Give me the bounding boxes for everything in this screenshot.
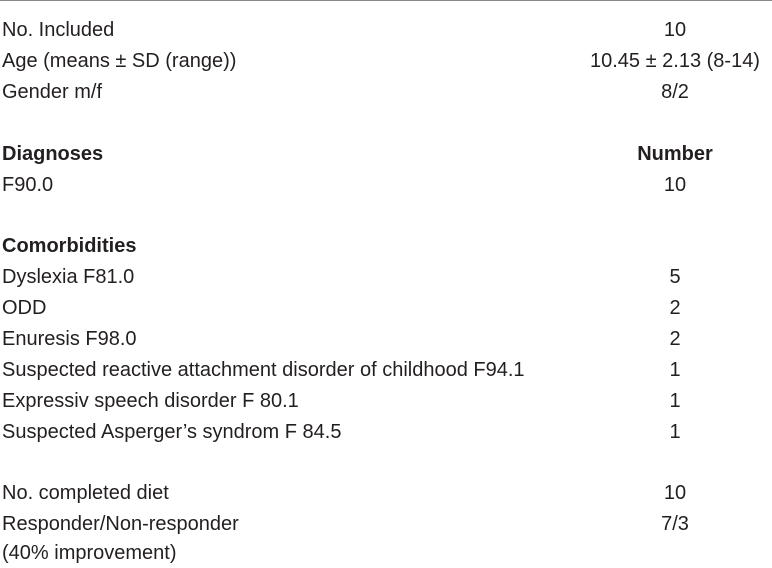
row-value: 2 (669, 328, 681, 350)
row-label: Responder/Non-responder (2, 513, 239, 535)
row-label: ODD (2, 297, 47, 319)
table-row (0, 417, 772, 447)
row-value: 8/2 (661, 81, 689, 103)
row-value: 10 (663, 482, 687, 504)
row-label: No. Included (2, 19, 115, 41)
table-row (0, 324, 772, 354)
row-value: 10 (663, 174, 687, 196)
table-row (0, 77, 772, 107)
row-label: Suspected reactive attachment disorder of childhood F94.1 (2, 359, 525, 381)
table-top-rule (0, 0, 772, 1)
row-label: (40% improvement) (2, 542, 177, 564)
row-value: 1 (669, 421, 681, 443)
row-label: Suspected Asperger’s syndrom F 84.5 (2, 421, 342, 443)
table-row (0, 538, 772, 568)
number-column-heading: Number (637, 143, 713, 165)
row-label: F90.0 (2, 174, 54, 196)
row-label: Expressiv speech disorder F 80.1 (2, 390, 299, 412)
comorbidities-header-row (0, 231, 772, 261)
table-row (0, 170, 772, 200)
row-label: Age (means ± SD (range)) (2, 50, 237, 72)
table-row (0, 355, 772, 385)
row-value: 7/3 (661, 513, 689, 535)
row-value: 1 (669, 390, 681, 412)
row-value: 5 (669, 266, 681, 288)
row-label: Dyslexia F81.0 (2, 266, 135, 288)
comorbidities-heading: Comorbidities (2, 235, 137, 257)
table-row (0, 509, 772, 539)
table-row (0, 15, 772, 45)
table-row (0, 386, 772, 416)
table-row (0, 262, 772, 292)
row-label: Enuresis F98.0 (2, 328, 137, 350)
table-row (0, 46, 772, 76)
row-label: Gender m/f (2, 81, 103, 103)
row-value: 10.45 ± 2.13 (8-14) (590, 50, 760, 72)
row-value: 10 (663, 19, 687, 41)
diagnoses-heading: Diagnoses (2, 143, 104, 165)
row-label: No. completed diet (2, 482, 169, 504)
table-row (0, 478, 772, 508)
row-value: 1 (669, 359, 681, 381)
row-value: 2 (669, 297, 681, 319)
diagnoses-header-row (0, 139, 772, 169)
table-row (0, 293, 772, 323)
